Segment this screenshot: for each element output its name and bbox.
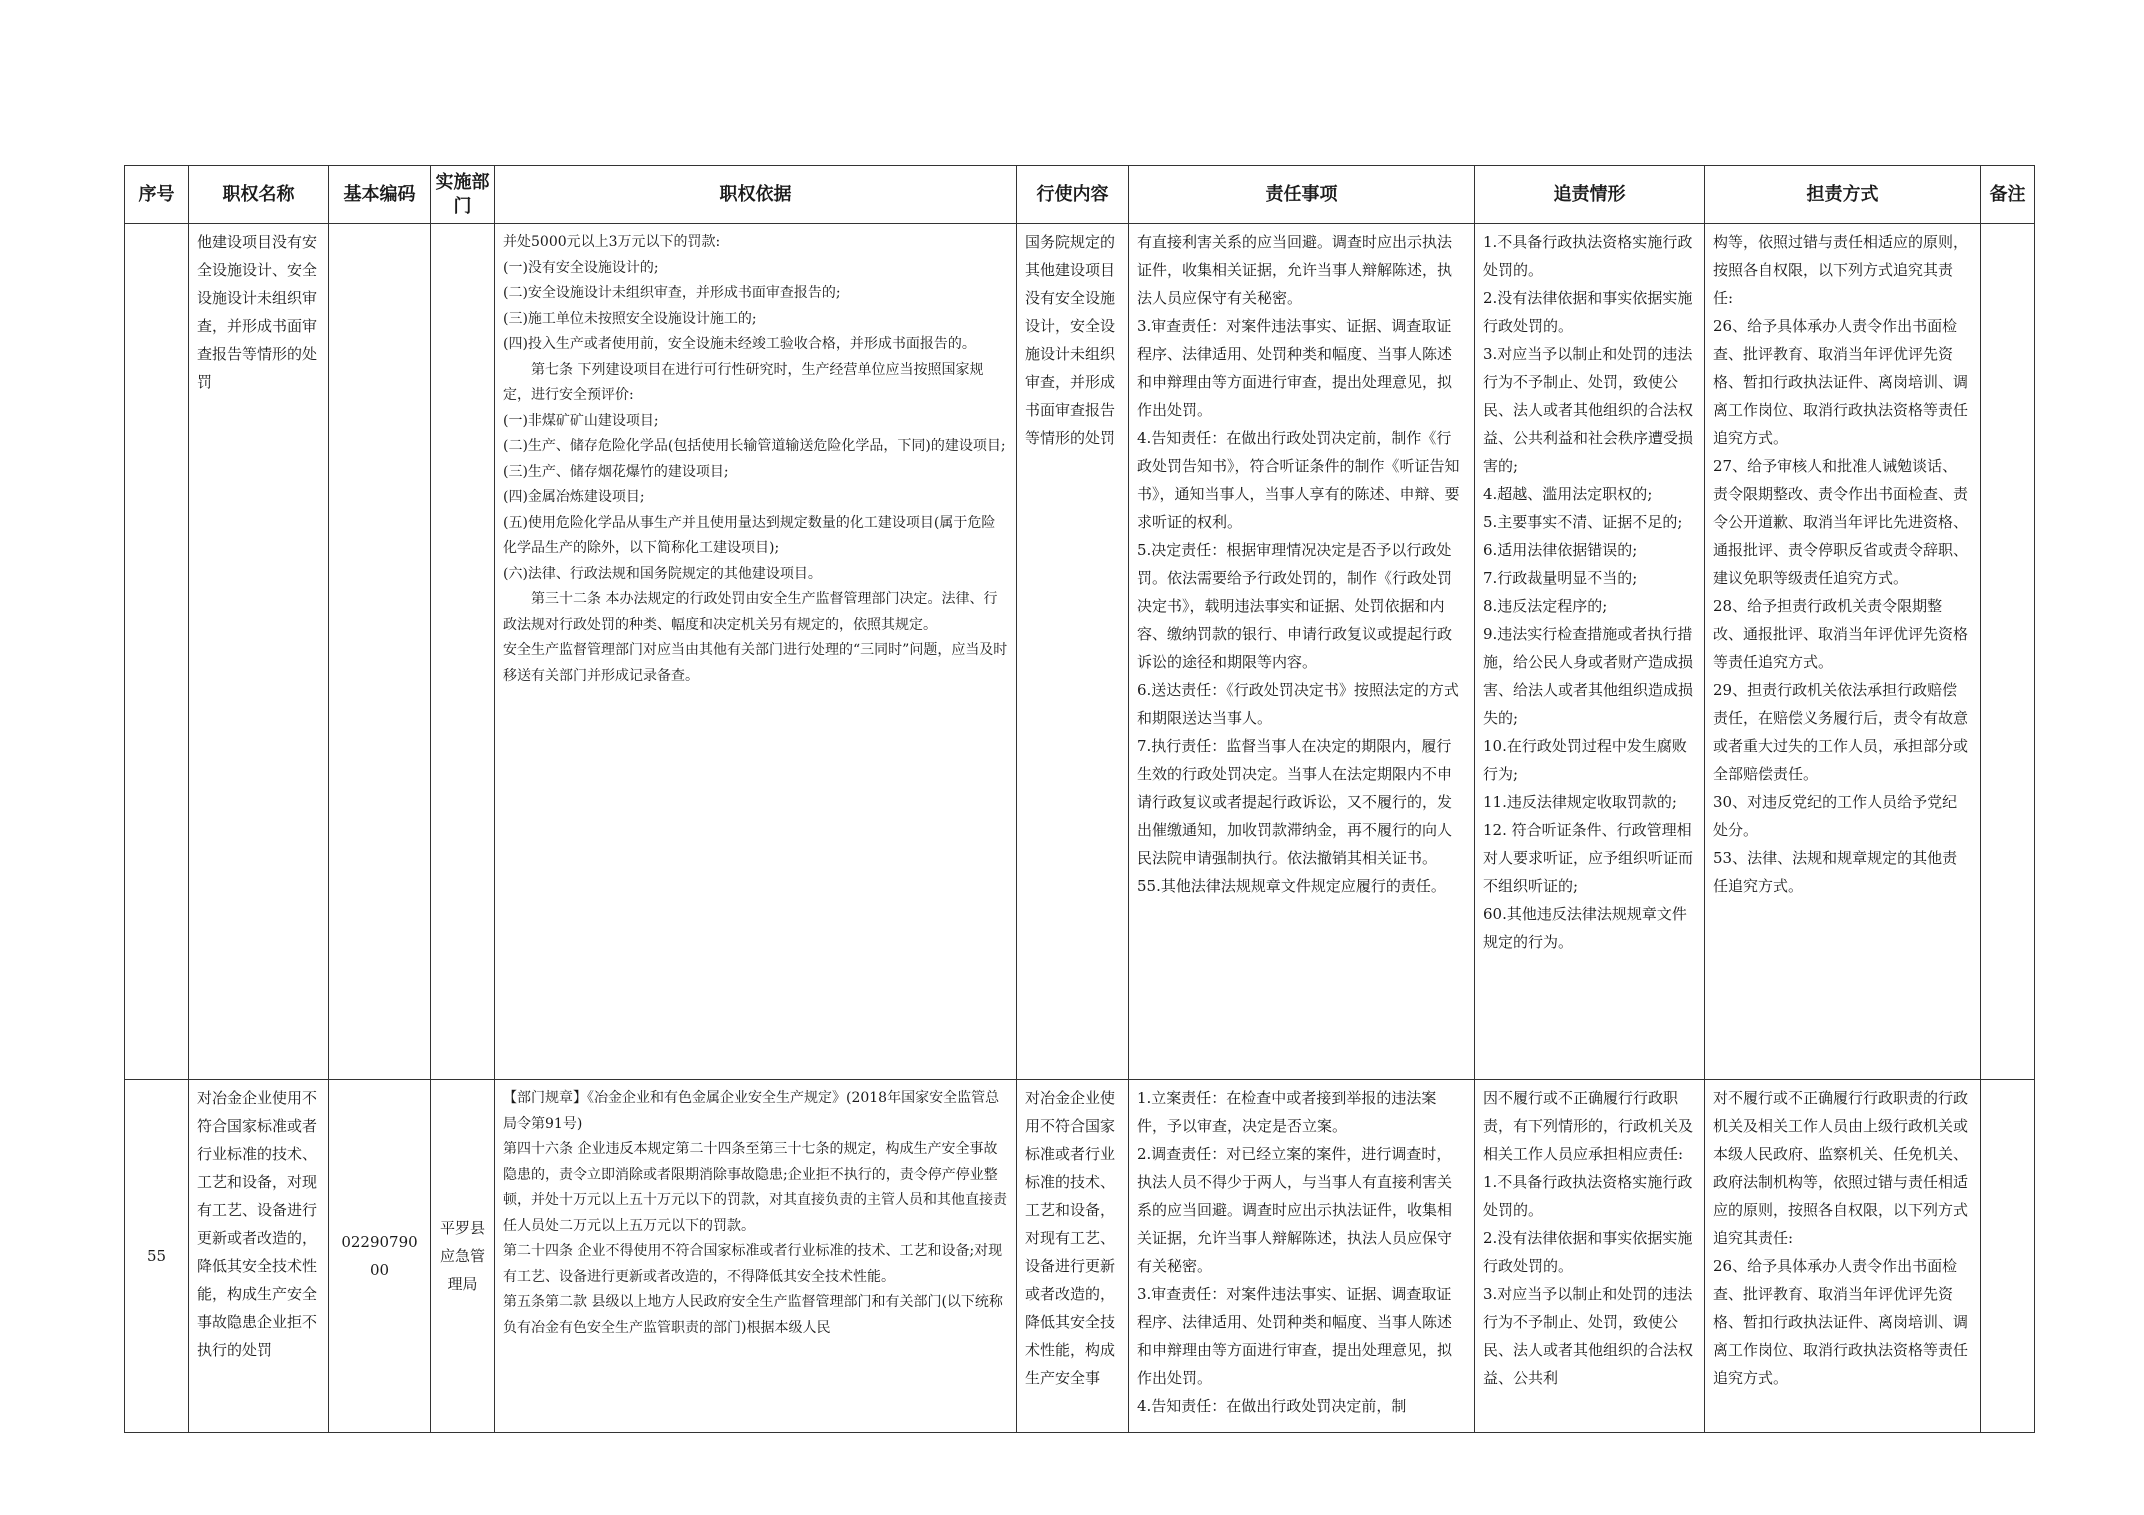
text-line: (一)非煤矿矿山建设项目;	[503, 412, 659, 429]
header-liability: 担责方式	[1705, 166, 1981, 224]
text-line: 26、给予具体承办人责令作出书面检查、批评教育、取消当年评优评先资格、暂扣行政执法证件、离岗培训、调离工作岗位、取消行政执法资格等责任追究方式。	[1713, 1257, 1969, 1387]
text-line: (一)没有安全设施设计的;	[503, 259, 659, 276]
cell-accountability	[1475, 224, 1705, 1080]
cell-dept: 平罗县应急管理局	[431, 1080, 495, 1433]
text-line: 60.其他违反法律法规规章文件规定的行为。	[1483, 905, 1687, 951]
header-basis: 职权依据	[495, 166, 1017, 224]
cell-note	[1981, 1080, 2035, 1433]
text-line: 6.适用法律依据错误的;	[1483, 541, 1638, 559]
text-line: 6.送达责任：《行政处罚决定书》按照法定的方式和期限送达当事人。	[1137, 681, 1459, 727]
text-line: 30、对违反党纪的工作人员给予党纪处分。	[1713, 793, 1958, 839]
text-line: 5.决定责任：根据审理情况决定是否予以行政处罚。依法需要给予行政处罚的，制作《行政处罚决定书》，载明违法事实和证据、处罚依据和内容、缴纳罚款的银行、申请行政复议或提起行政诉讼的途径和期限等内容。	[1137, 541, 1453, 671]
table-row	[125, 1080, 2035, 1433]
text-line: 构等，依照过错与责任相适应的原则，按照各自权限，以下列方式追究其责任:	[1713, 233, 1969, 307]
text-line: 4.告知责任：在做出行政处罚决定前，制	[1137, 1397, 1407, 1415]
cell-dept	[431, 224, 495, 1080]
text-line: 3.对应当予以制止和处罚的违法行为不予制止、处罚，致使公民、法人或者其他组织的合法权益、公共利	[1483, 1285, 1694, 1387]
text-line: 安全生产监督管理部门对应当由其他有关部门进行处理的“三同时”问题，应当及时移送有关部门并形成记录备查。	[503, 642, 1008, 684]
cell-name: 他建设项目没有安全设施设计、安全设施设计未组织审查，并形成书面审查报告等情形的处罚	[189, 224, 329, 1080]
text-line: 28、给予担责行政机关责令限期整改、通报批评、取消当年评优评先资格等责任追究方式。	[1713, 597, 1969, 671]
text-line: 11.违反法律规定收取罚款的;	[1483, 793, 1677, 811]
header-duties: 责任事项	[1129, 166, 1475, 224]
cell-liability	[1705, 224, 1981, 1080]
cell-accountability	[1475, 1080, 1705, 1433]
text-line: (二)生产、储存危险化学品(包括使用长输管道输送危险化学品，下同)的建设项目;	[503, 438, 1006, 454]
cell-note	[1981, 224, 2035, 1080]
duty-table	[124, 165, 2035, 1433]
text-line: 1.不具备行政执法资格实施行政处罚的。	[1483, 233, 1693, 279]
text-line: 1.不具备行政执法资格实施行政处罚的。	[1483, 1173, 1693, 1219]
text-line: 29、担责行政机关依法承担行政赔偿责任，在赔偿义务履行后，责令有故意或者重大过失的工作人员，承担部分或全部赔偿责任。	[1713, 681, 1969, 783]
cell-duties	[1129, 1080, 1475, 1433]
text-line: (六)法律、行政法规和国务院规定的其他建设项目。	[503, 565, 822, 582]
cell-seq: 55	[125, 1080, 189, 1433]
header-content: 行使内容	[1017, 166, 1129, 224]
cell-code: 0229079000	[329, 1080, 431, 1433]
text-line: 3.审查责任：对案件违法事实、证据、调查取证程序、法律适用、处罚种类和幅度、当事人陈述和申辩理由等方面进行审查，提出处理意见，拟作出处罚。	[1137, 317, 1453, 419]
cell-duties	[1129, 224, 1475, 1080]
text-line: 第五条第二款 县级以上地方人民政府安全生产监督管理部门和有关部门(以下统称负有冶金有色安全生产监管职责的部门)根据本级人民	[503, 1294, 1003, 1336]
text-line: 3.对应当予以制止和处罚的违法行为不予制止、处罚，致使公民、法人或者其他组织的合法权益、公共利益和社会秩序遭受损害的;	[1483, 345, 1694, 475]
text-line: 4.告知责任：在做出行政处罚决定前，制作《行政处罚告知书》，符合听证条件的制作《听证告知书》，通知当事人，当事人享有的陈述、申辩、要求听证的权利。	[1137, 429, 1460, 531]
header-note: 备注	[1981, 166, 2035, 224]
table-row	[125, 224, 2035, 1080]
text-line: 53、法律、法规和规章规定的其他责任追究方式。	[1713, 849, 1958, 895]
text-line: 第四十六条 企业违反本规定第二十四条至第三十七条的规定，构成生产安全事故隐患的，责令立即消除或者限期消除事故隐患;企业拒不执行的，责令停产停业整顿，并处十万元以上五十万元以下的罚款，对其直接负责的主管人员和其他直接责任人员处二万元以上五万元以下的罚款。	[503, 1141, 1007, 1234]
cell-basis	[495, 1080, 1017, 1433]
text-line: 对不履行或不正确履行行政职责的行政机关及相关工作人员由上级行政机关或本级人民政府、监察机关、任免机关、政府法制机构等，依照过错与责任相适应的原则，按照各自权限，以下列方式追究其责任:	[1713, 1089, 1969, 1247]
text-line: 并处5000元以上3万元以下的罚款:	[503, 234, 721, 250]
cell-basis	[495, 224, 1017, 1080]
text-line: 7.执行责任：监督当事人在决定的期限内，履行生效的行政处罚决定。当事人在法定期限内不申请行政复议或者提起行政诉讼，又不履行的，发出催缴通知，加收罚款滞纳金，再不履行的向人民法院申请强制执行。依法撤销其相关证书。	[1137, 737, 1453, 867]
text-line: (三)生产、储存烟花爆竹的建设项目;	[503, 463, 729, 480]
text-line: 【部门规章】《冶金企业和有色金属企业安全生产规定》(2018年国家安全监管总局令第91号)	[503, 1090, 1000, 1132]
text-line: 55.其他法律法规规章文件规定应履行的责任。	[1137, 877, 1446, 895]
text-line: 2.没有法律依据和事实依据实施行政处罚的。	[1483, 1229, 1693, 1275]
text-line: 1.立案责任：在检查中或者接到举报的违法案件，予以审查，决定是否立案。	[1137, 1089, 1437, 1135]
text-line: 有直接利害关系的应当回避。调查时应出示执法证件，收集相关证据，允许当事人辩解陈述，执法人员应保守有关秘密。	[1137, 233, 1453, 307]
text-line: 10.在行政处罚过程中发生腐败行为;	[1483, 737, 1687, 783]
text-line: 第二十四条 企业不得使用不符合国家标准或者行业标准的技术、工艺和设备;对现有工艺、设备进行更新或者改造的，不得降低其安全技术性能。	[503, 1243, 1003, 1285]
cell-name: 对冶金企业使用不符合国家标准或者行业标准的技术、工艺和设备，对现有工艺、设备进行更新或者改造的，降低其安全技术性能，构成生产安全事故隐患企业拒不执行的处罚	[189, 1080, 329, 1433]
text-line: (三)施工单位未按照安全设施设计施工的;	[503, 310, 757, 327]
header-code: 基本编码	[329, 166, 431, 224]
cell-content: 国务院规定的其他建设项目没有安全设施设计，安全设施设计未组织审查，并形成书面审查报告等情形的处罚	[1017, 224, 1129, 1080]
text-line: 2.没有法律依据和事实依据实施行政处罚的。	[1483, 289, 1693, 335]
text-line: 27、给予审核人和批准人诫勉谈话、责令限期整改、责令作出书面检查、责令公开道歉、取消当年评比先进资格、通报批评、责令停职反省或责令辞职、建议免职等级责任追究方式。	[1713, 457, 1969, 587]
text-line: 3.审查责任：对案件违法事实、证据、调查取证程序、法律适用、处罚种类和幅度、当事人陈述和申辩理由等方面进行审查，提出处理意见，拟作出处罚。	[1137, 1285, 1453, 1387]
text-line: (二)安全设施设计未组织审查，并形成书面审查报告的;	[503, 285, 841, 301]
text-line: 9.违法实行检查措施或者执行措施，给公民人身或者财产造成损害、给法人或者其他组织造成损失的;	[1483, 625, 1694, 727]
header-row	[125, 166, 2035, 224]
text-line: 8.违反法定程序的;	[1483, 597, 1608, 615]
text-line: (四)投入生产或者使用前，安全设施未经竣工验收合格，并形成书面报告的。	[503, 336, 976, 352]
text-line: (五)使用危险化学品从事生产并且使用量达到规定数量的化工建设项目(属于危险化学品生产的除外，以下简称化工建设项目);	[503, 514, 996, 556]
text-line: 第三十二条 本办法规定的行政处罚由安全生产监督管理部门决定。法律、行政法规对行政处罚的种类、幅度和决定机关另有规定的，依照其规定。	[503, 591, 998, 633]
header-accountability: 追责情形	[1475, 166, 1705, 224]
text-line: 4.超越、滥用法定职权的;	[1483, 485, 1653, 503]
cell-liability	[1705, 1080, 1981, 1433]
text-line: 2.调查责任：对已经立案的案件，进行调查时，执法人员不得少于两人，与当事人有直接利害关系的应当回避。调查时应出示执法证件，收集相关证据，允许当事人辩解陈述，执法人员应保守有关秘密。	[1137, 1145, 1453, 1275]
text-line: 26、给予具体承办人责令作出书面检查、批评教育、取消当年评优评先资格、暂扣行政执法证件、离岗培训、调离工作岗位、取消行政执法资格等责任追究方式。	[1713, 317, 1969, 447]
cell-seq	[125, 224, 189, 1080]
text-line: (四)金属冶炼建设项目;	[503, 489, 645, 505]
text-line: 12. 符合听证条件、行政管理相对人要求听证，应予组织听证而不组织听证的;	[1483, 821, 1694, 895]
text-line: 因不履行或不正确履行行政职责，有下列情形的，行政机关及相关工作人员应承担相应责任:	[1483, 1089, 1694, 1163]
text-line: 7.行政裁量明显不当的;	[1483, 569, 1638, 587]
cell-code	[329, 224, 431, 1080]
cell-content: 对冶金企业使用不符合国家标准或者行业标准的技术、工艺和设备，对现有工艺、设备进行更新或者改造的，降低其安全技术性能，构成生产安全事	[1017, 1080, 1129, 1433]
text-line: 第七条 下列建设项目在进行可行性研究时，生产经营单位应当按照国家规定，进行安全预评价:	[503, 361, 984, 403]
header-dept: 实施部门	[431, 166, 495, 224]
header-seq: 序号	[125, 166, 189, 224]
text-line: 5.主要事实不清、证据不足的;	[1483, 513, 1683, 531]
header-name: 职权名称	[189, 166, 329, 224]
